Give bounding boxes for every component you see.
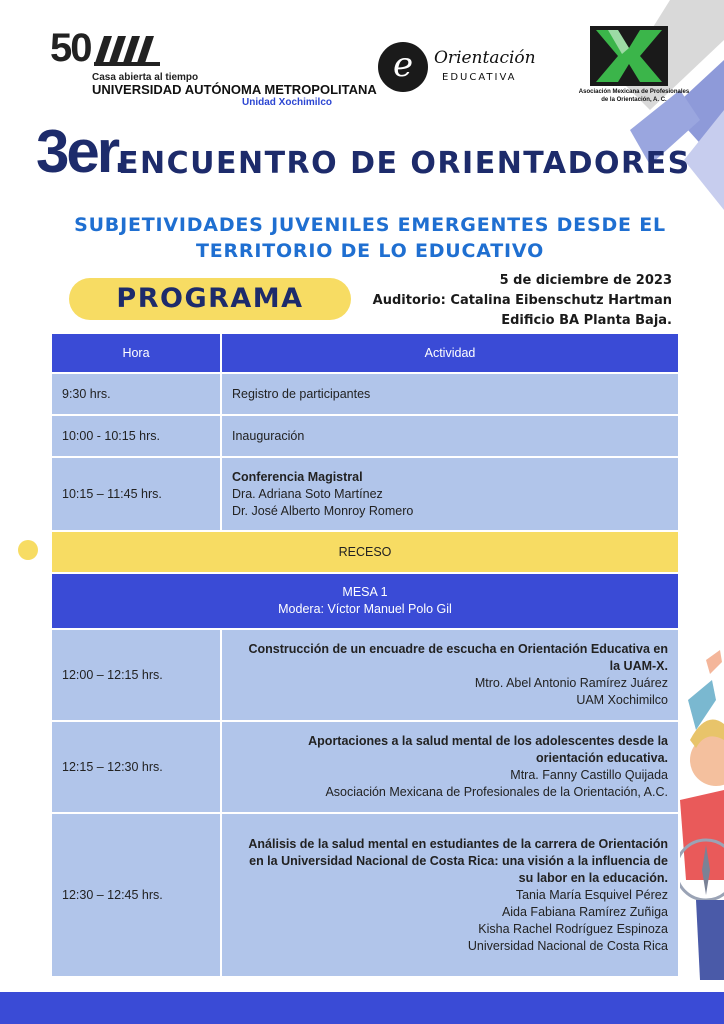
row-time: 12:00 – 12:15 hrs. <box>51 629 221 721</box>
student-illustration <box>676 640 724 990</box>
activity-title: Análisis de la salud mental en estudiantes de la carrera de Orientación <box>248 836 668 851</box>
programa-label: PROGRAMA <box>69 278 351 320</box>
event-title-ordinal: 3er. <box>36 118 128 185</box>
activity-speaker: Aida Fabiana Ramírez Zuñiga <box>501 904 668 919</box>
orientacion-educativa-logo <box>376 38 536 98</box>
mesa-title: MESA 1 <box>342 585 388 599</box>
column-header-hora: Hora <box>51 333 221 373</box>
activity-institution: UAM Xochimilco <box>576 693 668 707</box>
activity-title: la UAM-X. <box>609 659 668 673</box>
row-activity <box>221 457 679 531</box>
uam-logo-number: 50 <box>50 26 91 70</box>
uam-tagline: Casa abierta al tiempo <box>92 72 199 83</box>
event-title <box>36 118 696 188</box>
row-time: 10:15 – 11:45 hrs. <box>51 457 221 531</box>
activity-title: su labor en la educación. <box>518 870 668 885</box>
subtitle-line-2: TERRITORIO DE LO EDUCATIVO <box>195 240 545 262</box>
oe-logo-mark: e <box>378 42 428 92</box>
recess-row <box>51 531 679 573</box>
activity-speaker: Dra. Adriana Soto Martínez <box>232 486 383 501</box>
event-venue: Auditorio: Catalina Eibenschutz Hartman <box>372 293 672 308</box>
table-row <box>51 457 679 531</box>
uam-unit: Unidad Xochimilco <box>242 97 333 108</box>
program-table <box>50 332 680 978</box>
table-row <box>51 629 679 721</box>
ampo-logo-text: Asociación Mexicana de Profesionales de la Orientación, A. C. <box>578 89 690 103</box>
recess-label: RECESO <box>51 531 679 573</box>
subtitle-line-1: SUBJETIVIDADES JUVENILES EMERGENTES DESDE EL <box>74 214 666 236</box>
row-time: 12:15 – 12:30 hrs. <box>51 721 221 813</box>
event-date: 5 de diciembre de 2023 <box>499 273 672 288</box>
row-activity: Inauguración <box>221 415 679 457</box>
table-row <box>51 813 679 977</box>
uam-name: UNIVERSIDAD AUTÓNOMA METROPOLITANA <box>92 82 377 97</box>
event-subtitle <box>40 212 700 264</box>
row-time: 10:00 - 10:15 hrs. <box>51 415 221 457</box>
activity-institution: Asociación Mexicana de Profesionales de la Orientación, A.C. <box>325 785 668 799</box>
ampo-logo-mark <box>590 26 668 86</box>
oe-logo-line1: Orientación <box>434 48 536 68</box>
yellow-dot-decoration <box>18 540 38 560</box>
row-activity <box>221 813 679 977</box>
row-activity: Registro de participantes <box>221 373 679 415</box>
event-info <box>373 271 672 331</box>
table-row <box>51 721 679 813</box>
activity-title: orientación educativa. <box>536 751 668 765</box>
row-activity <box>221 721 679 813</box>
activity-speaker: Dr. José Alberto Monroy Romero <box>232 503 414 518</box>
bottom-bar-decoration <box>0 992 724 1024</box>
column-header-actividad: Actividad <box>221 333 679 373</box>
oe-logo-line2: EDUCATIVA <box>442 72 517 83</box>
ampo-logo <box>578 26 690 110</box>
activity-speaker: Mtra. Fanny Castillo Quijada <box>510 768 668 782</box>
table-header-row <box>51 333 679 373</box>
row-time: 12:30 – 12:45 hrs. <box>51 813 221 977</box>
activity-title: Aportaciones a la salud mental de los adolescentes desde la <box>308 734 668 748</box>
table-row <box>51 373 679 415</box>
uam-logo-mark <box>94 36 160 66</box>
mesa-header <box>51 573 679 629</box>
activity-title: Construcción de un encuadre de escucha en Orientación Educativa en <box>248 642 668 656</box>
mesa-row <box>51 573 679 629</box>
activity-speaker: Tania María Esquivel Pérez <box>515 887 668 902</box>
row-time: 9:30 hrs. <box>51 373 221 415</box>
activity-speaker: Mtro. Abel Antonio Ramírez Juárez <box>474 676 668 690</box>
event-building: Edificio BA Planta Baja. <box>501 313 672 328</box>
activity-speaker: Kisha Rachel Rodríguez Espinoza <box>478 921 668 936</box>
table-row <box>51 415 679 457</box>
row-activity <box>221 629 679 721</box>
activity-title: Conferencia Magistral <box>232 469 363 484</box>
uam-logo <box>50 26 377 110</box>
activity-institution: Universidad Nacional de Costa Rica <box>467 938 668 953</box>
event-title-text: ENCUENTRO DE ORIENTADORES <box>118 146 691 181</box>
mesa-moderator: Modera: Víctor Manuel Polo Gil <box>278 602 452 616</box>
activity-title: en la Universidad Nacional de Costa Rica: una visión a la influencia de <box>249 853 668 868</box>
